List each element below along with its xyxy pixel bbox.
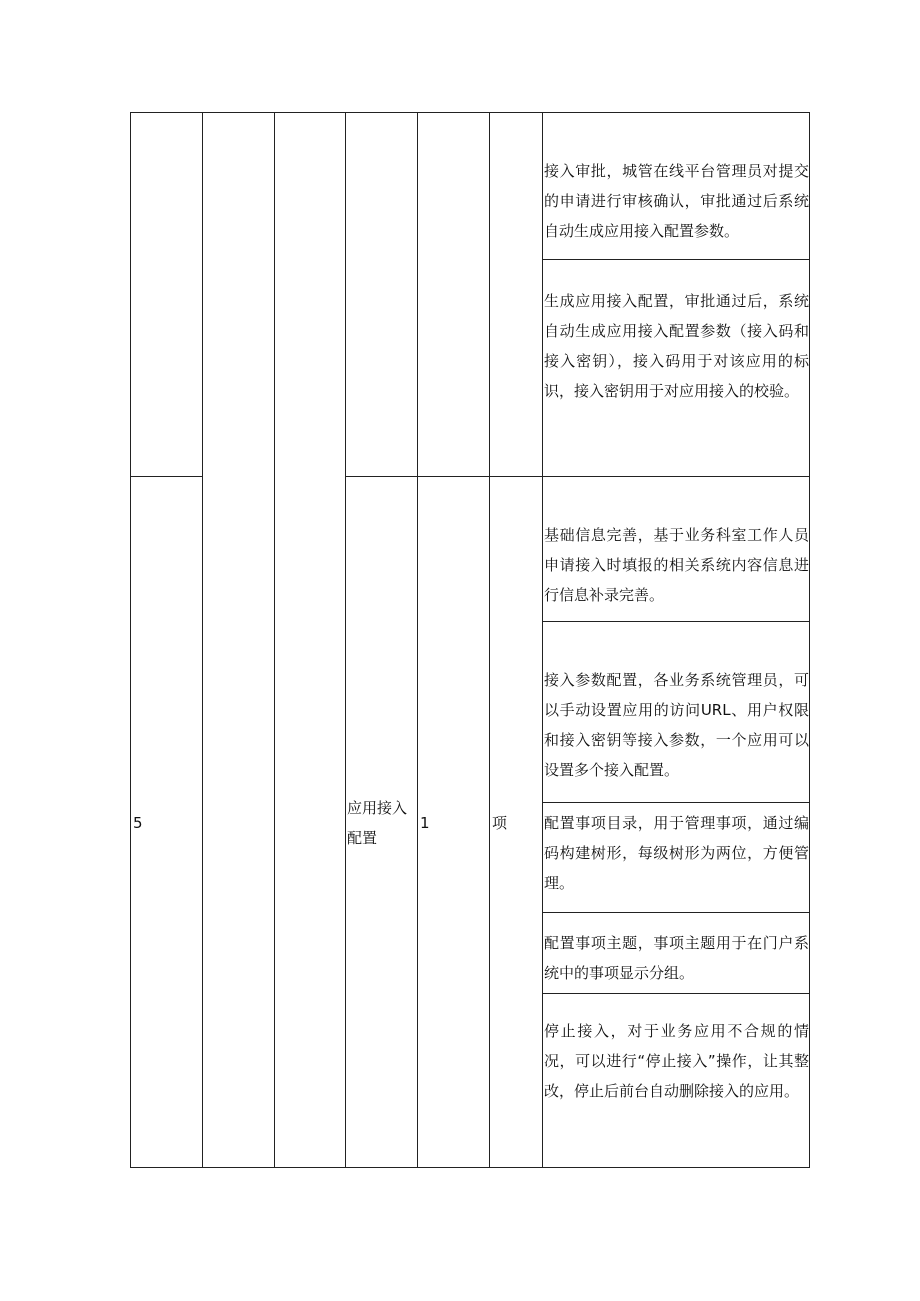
column-divider (274, 113, 275, 1167)
description-stop-access: 停止接入，对于业务应用不合规的情况，可以进行“停止接入”操作，让其整改，停止后前台自动删除接入的应用。 (544, 1022, 809, 1100)
subcell-divider (542, 912, 809, 913)
item-name: 应用接入配置 (347, 799, 408, 847)
quantity: 1 (420, 814, 430, 832)
unit: 项 (492, 814, 508, 832)
description-approval: 接入审批，城管在线平台管理员对提交的申请进行审核确认，审批通过后系统自动生成应用接入配置参数。 (544, 162, 809, 240)
description-access-params: 接入参数配置，各业务系统管理员，可以手动设置应用的访问URL、用户权限和接入密钥等接入参数，一个应用可以设置多个接入配置。 (544, 671, 809, 779)
sequence-number: 5 (133, 814, 143, 832)
column-divider (417, 113, 418, 1167)
subcell-divider (542, 802, 809, 803)
description-generate-config: 生成应用接入配置，审批通过后，系统自动生成应用接入配置参数（接入码和接入密钥），接入码用于对该应用的标识，接入密钥用于对应用接入的校验。 (544, 292, 809, 400)
description-item-catalog: 配置事项目录，用于管理事项，通过编码构建树形，每级树形为两位，方便管理。 (544, 814, 809, 892)
column-divider (489, 113, 490, 1167)
row-divider (345, 476, 809, 477)
column-divider (345, 113, 346, 1167)
subcell-divider (542, 993, 809, 994)
subcell-divider (542, 259, 809, 260)
row-divider (131, 476, 202, 477)
description-basic-info: 基础信息完善，基于业务科室工作人员申请接入时填报的相关系统内容信息进行信息补录完善。 (544, 526, 809, 604)
spec-table (130, 112, 810, 1168)
column-divider (202, 113, 203, 1167)
subcell-divider (542, 621, 809, 622)
column-divider (542, 113, 543, 1167)
description-item-topic: 配置事项主题，事项主题用于在门户系统中的事项显示分组。 (544, 934, 809, 982)
